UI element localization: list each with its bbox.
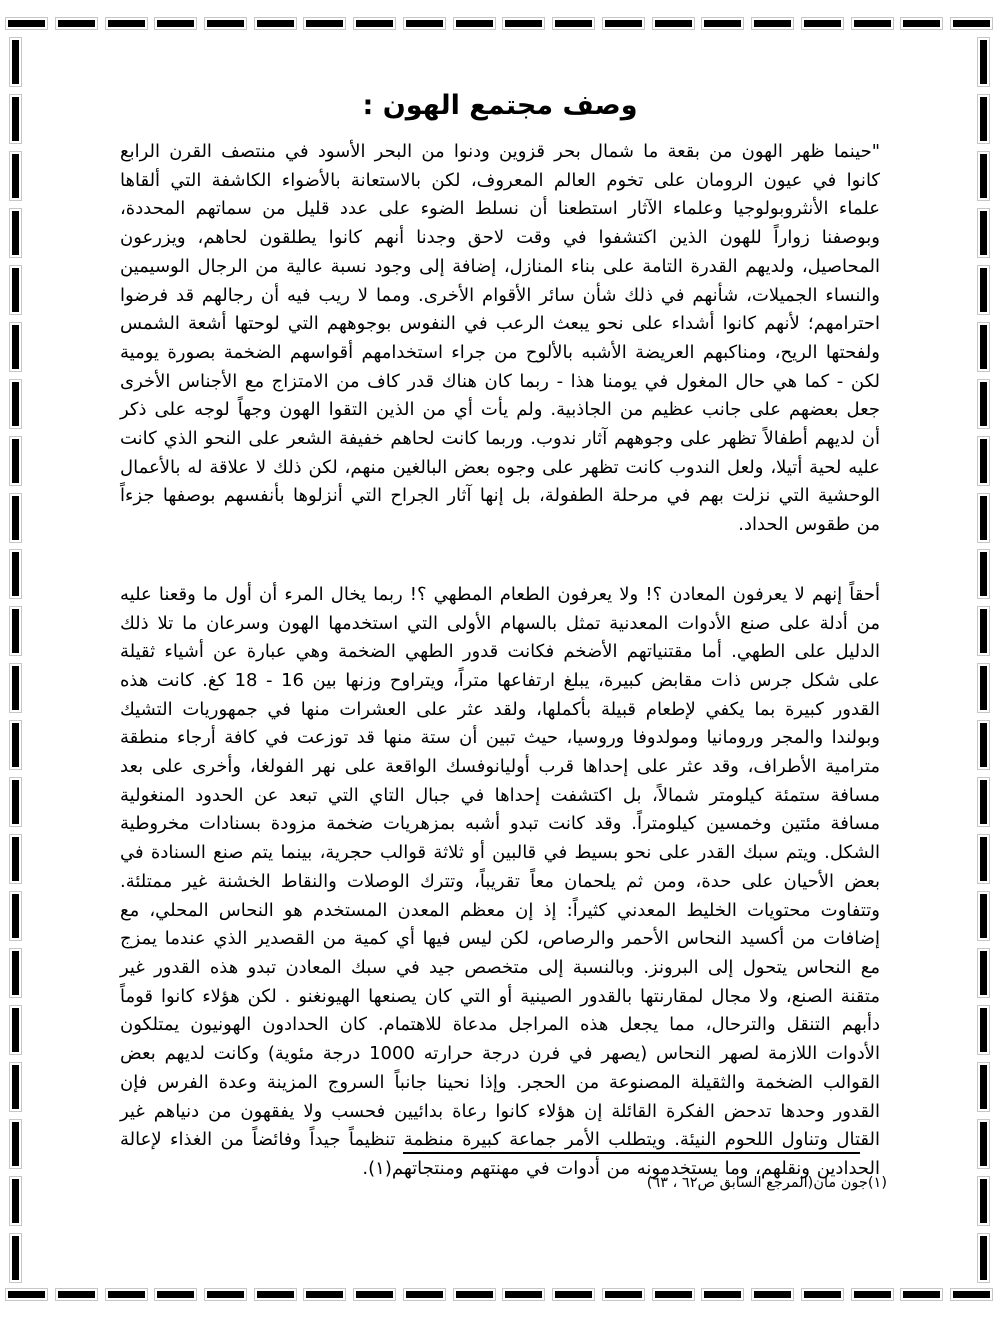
border-dash xyxy=(555,20,592,27)
border-dash xyxy=(12,609,19,653)
border-dash xyxy=(12,837,19,881)
border-dash xyxy=(8,1291,45,1298)
border-dash xyxy=(456,1291,493,1298)
border-dash xyxy=(980,439,987,483)
border-dash xyxy=(12,780,19,824)
border-dash xyxy=(980,325,987,369)
border-dash xyxy=(980,552,987,596)
border-dash xyxy=(854,20,891,27)
border-dash xyxy=(605,1291,642,1298)
border-dash xyxy=(804,1291,841,1298)
border-dash xyxy=(903,20,940,27)
border-dash xyxy=(505,1291,542,1298)
border-dash xyxy=(12,382,19,426)
border-dash xyxy=(704,1291,741,1298)
document-content xyxy=(120,86,880,1184)
border-dash xyxy=(980,211,987,255)
page-title: وصف مجتمع الهون : xyxy=(362,90,638,121)
border-dash xyxy=(12,1236,19,1280)
border-dash xyxy=(8,20,45,27)
border-dash xyxy=(655,20,692,27)
border-dash xyxy=(980,723,987,767)
border-dash xyxy=(456,20,493,27)
border-dash xyxy=(108,20,145,27)
page-border-right xyxy=(976,40,990,1280)
border-dash xyxy=(980,894,987,938)
border-dash xyxy=(953,1291,990,1298)
border-dash xyxy=(12,1179,19,1223)
border-dash xyxy=(58,1291,95,1298)
border-dash xyxy=(980,97,987,141)
border-dash xyxy=(12,666,19,710)
border-dash xyxy=(406,20,443,27)
footnote-separator xyxy=(403,1152,860,1154)
border-dash xyxy=(12,211,19,255)
border-dash xyxy=(505,20,542,27)
border-dash xyxy=(980,837,987,881)
border-dash xyxy=(257,1291,294,1298)
page-border-left xyxy=(8,40,22,1280)
border-dash xyxy=(257,20,294,27)
border-dash xyxy=(157,20,194,27)
border-dash xyxy=(980,609,987,653)
border-dash xyxy=(12,951,19,995)
border-dash xyxy=(12,496,19,540)
border-dash xyxy=(12,97,19,141)
page-border-bottom xyxy=(8,1287,990,1301)
border-dash xyxy=(207,1291,244,1298)
footnote-text: (١)جون مان(المرجع السابق ص٦٢ ، ٦٣) xyxy=(646,1175,887,1191)
border-dash xyxy=(754,20,791,27)
border-dash xyxy=(207,20,244,27)
border-dash xyxy=(12,40,19,84)
border-dash xyxy=(12,154,19,198)
border-dash xyxy=(12,894,19,938)
border-dash xyxy=(980,1065,987,1109)
border-dash xyxy=(356,20,393,27)
border-dash xyxy=(980,1122,987,1166)
border-dash xyxy=(356,1291,393,1298)
border-dash xyxy=(12,268,19,312)
border-dash xyxy=(605,20,642,27)
border-dash xyxy=(555,1291,592,1298)
border-dash xyxy=(980,154,987,198)
border-dash xyxy=(980,1236,987,1280)
border-dash xyxy=(58,20,95,27)
border-dash xyxy=(306,1291,343,1298)
border-dash xyxy=(980,1179,987,1223)
border-dash xyxy=(12,325,19,369)
border-dash xyxy=(980,382,987,426)
border-dash xyxy=(980,40,987,84)
border-dash xyxy=(306,20,343,27)
border-dash xyxy=(157,1291,194,1298)
border-dash xyxy=(980,951,987,995)
border-dash xyxy=(980,1008,987,1052)
border-dash xyxy=(12,552,19,596)
border-dash xyxy=(804,20,841,27)
border-dash xyxy=(12,1122,19,1166)
border-dash xyxy=(704,20,741,27)
border-dash xyxy=(980,496,987,540)
border-dash xyxy=(655,1291,692,1298)
paragraph-1: "حينما ظهر الهون من بقعة ما شمال بحر قزوين ودنوا من البحر الأسود في منتصف القرن الرابع كانوا في عيون الرومان على تخوم العالم المعروف، لكن بالاستعانة بالأضواء الكاشفة التي ألقاها علماء الأنثروبولوجيا وعلماء الآثار استطعنا أن نسلط الضوء على عدد قليل من سماتهم المحددة، وبوصفنا زواراً للهون الذين اكتشفوا في وقت لاحق وجدنا أنهم كانوا يطلقون لحاهم، ويزرعون المحاصيل، ولديهم القدرة التامة على بناء المنازل، إضافة إلى وجود نسبة عالية من الرجال الوسيمين والنساء الجميلات، شأنهم في ذلك شأن سائر الأقوام الأخرى. ومما لا ريب فيه أن رجالهم قد فرضوا احترامهم؛ لأنهم كانوا أشداء على نحو يبعث الرعب في النفوس بوجوههم التي لوحتها أشعة الشمس ولفحتها الريح، ومناكبهم العريضة الأشبه بالألوح من جراء استخدامهم أقواسهم الضخمة بصورة يومية لكن - كما هي حال المغول في يومنا هذا - ربما كان هناك قدر كاف من الامتزاج مع الأجناس الأخرى جعل بعضهم على جانب عظيم من الجاذبية. ولم يأت أي من الذين التقوا الهون وجهاً لوجه على ذكر أن لديهم أطفالاً تظهر على وجوههم آثار ندوب. وربما كانت لحاهم خفيفة الشعر على النحو الذي كانت عليه لحية أتيلا، ولعل الندوب كانت تظهر على وجوه بعض البالغين منهم، لكن ذلك لا علاقة له بالأعمال الوحشية التي نزلت بهم في مرحلة الطفولة، بل إنها آثار الجراح التي أنزلوها بأنفسهم بوصفها جزءاً من طقوس الحداد. xyxy=(120,141,880,536)
border-dash xyxy=(854,1291,891,1298)
border-dash xyxy=(953,20,990,27)
border-dash xyxy=(754,1291,791,1298)
border-dash xyxy=(980,780,987,824)
border-dash xyxy=(903,1291,940,1298)
border-dash xyxy=(12,1008,19,1052)
border-dash xyxy=(12,1065,19,1109)
paragraph-2: أحقاً إنهم لا يعرفون المعادن ؟! ولا يعرفون الطعام المطهي ؟! ربما يخال المرء أن أول ما وقعنا عليه من أدلة على صنع الأدوات المعدنية تمثل بالسهام الأولى التي استخدمها الهون وسرعان ما تلا ذلك الدليل على الطهي. أما مقتنياتهم الأضخم فكانت قدور الطهي الضخمة وهي عبارة عن أشياء ثقيلة على شكل جرس ذات مقابض كبيرة، يبلغ ارتفاعها متراً، ويتراوح وزنها بين 16 - 18 كغ. كانت هذه القدور كبيرة بما يكفي لإطعام قبيلة بأكملها، ولقد عثر على العشرات منها في جمهوريات التشيك وبولندا والمجر ورومانيا ومولدوفا وروسيا، حيث تبين أن ستة منها قد توزعت في كافة أرجاء منطقة مترامية الأطراف، وقد عثر على إحداها قرب أوليانوفسك الواقعة على نهر الفولغا، وأخرى على بعد مسافة ستمئة كيلومتر شمالاً، بل اكتشفت إحداها في جبال التاي التي تبعد عن الحدود المنغولية مسافة مئتين وخمسين كيلومتراً. وقد كانت تبدو أشبه بمزهريات ضخمة مزودة بسنادات مخروطية الشكل. ويتم سبك القدر على نحو بسيط في قالبين أو ثلاثة قوالب حجرية، بينما يتم صنع السنادة في بعض الأحيان على حدة، ومن ثم يلحمان معاً تقريباً، وتترك الوصلات والنقاط الخشنة غير ممتلئة. وتتفاوت محتويات الخليط المعدني كثيراً: إذ إن معظم المعدن المستخدم هو النحاس المحلي، مع إضافات من أكسيد النحاس الأحمر والرصاص، لكن ليس فيها أي كمية من القصدير الذي عندما يمزج مع النحاس يتحول إلى البرونز. وبالنسبة إلى متخصص جيد في سبك المعادن تبدو هذه القدور غير متقنة الصنع، ولا مجال لمقارنتها بالقدور الصينية أو التي كان يصنعها الهيونغنو . لكن هؤلاء كانوا قوماً دأبهم التنقل والترحال، مما يجعل هذه المراجل مدعاة للاهتمام. كان الحدادون الهونيون يمتلكون الأدوات اللازمة لصهر النحاس (يصهر في فرن درجة حرارته 1000 درجة مئوية) وكانت لديهم بعض القوالب الضخمة والثقيلة المصنوعة من الحجر. وإذا نحينا جانباً السروج المزينة وعدة الفرس فإن القدور وحدها تدحض الفكرة القائلة إن هؤلاء كانوا رعاة بدائيين فحسب ولا يفقهون من دنياهم غير القتال وتناول اللحوم النيئة. ويتطلب الأمر جماعة كبيرة منظمة تنظيماً جيداً وفائضاً من الغذاء لإعالة الحدادين ونقلهم، وما يستخدمونه من أدوات في مهنتهم ومنتجاتهم(١). xyxy=(120,583,880,1179)
border-dash xyxy=(980,666,987,710)
border-dash xyxy=(980,268,987,312)
border-dash xyxy=(12,439,19,483)
border-dash xyxy=(12,723,19,767)
border-dash xyxy=(406,1291,443,1298)
border-dash xyxy=(108,1291,145,1298)
page-border-top xyxy=(8,16,990,30)
